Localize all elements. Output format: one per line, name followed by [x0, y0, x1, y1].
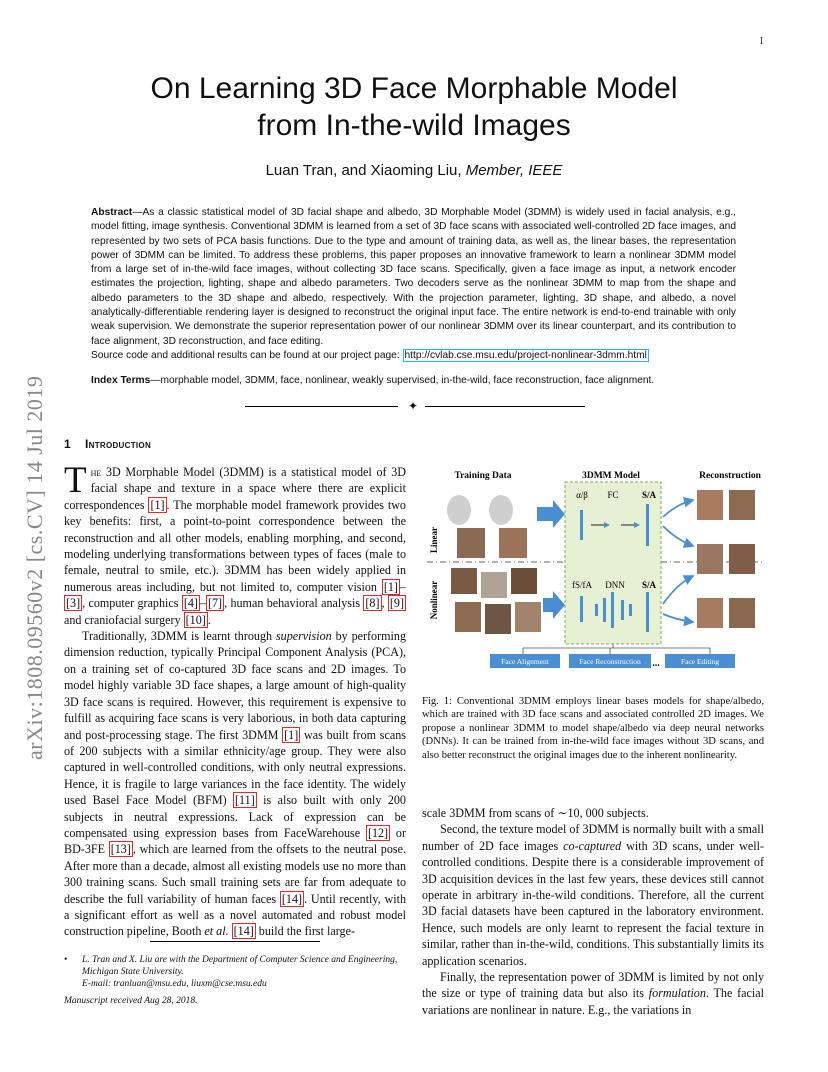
nl-layer [629, 604, 632, 616]
figure-row-linear: Linear [429, 527, 439, 553]
abstract [91, 206, 736, 363]
abstract-text: —As a classic statistical model of 3D facial shape and albedo, 3D Morphable Model (3DMM) is widely used in facial analysis, e.g., model fitting, image synthesis. Conventional 3DMM is learned from a set of 3D face scans with associated well-controlled 2D face images, and represented by two sets of PCA basis functions. Due to the type and amount of training data, as well as, the linear bases, the representation power of 3DMM can be limited. To address these problems, this paper proposes an innovative framework to learn a nonlinear 3DMM model from a large set of in-the-wild face images, without collecting 3D face scans. Specifically, given a face image as input, a network encoder estimates the projection, lighting, shape and albedo parameters. Two decoders serve as the nonlinear 3DMM to map from the shape and albedo parameters to the 3D shape and albedo, respectively. With the projection parameter, lighting, 3D shape, and albedo, a novel analytically-differentiable rendering layer is designed to reconstruct the original input face. The entire network is end-to-end trainable with only weak supervision. We demonstrate the superior representation power of our nonlinear 3DMM over its linear counterpart, and its contribution to face alignment, 3D reconstruction, and face editing. [91, 207, 736, 347]
citation-link[interactable]: [10] [185, 612, 206, 627]
footnote-bullet: • [64, 955, 68, 965]
wild-face-thumb [515, 602, 541, 632]
index-terms-text: —morphable model, 3DMM, face, nonlinear, weakly supervised, in-the-wild, face reconstruction, face alignment. [150, 375, 655, 386]
citation-link[interactable]: [9] [389, 596, 404, 611]
recon-face-thumb [697, 544, 723, 574]
citation-link[interactable]: [14] [281, 891, 303, 906]
left-column-body [64, 460, 406, 940]
separator-line-right [425, 406, 585, 407]
text-run: by performing dimension reduction, typically Principal Component Analysis (PCA), on a training set of co-captured 3D face scans and 2D images. To model highly variable 3D face shapes, a large amount of high-quality 3D face scans is required. However, this requirement is expensive to fulfill as acquiring face scans is very laborious, in both data capturing and post-processing stage. The first 3DMM [64, 629, 406, 742]
recon-face-thumb [729, 490, 755, 520]
text-run: , [381, 596, 388, 611]
nl-layer [621, 600, 624, 620]
drop-cap: T [64, 460, 87, 501]
arxiv-stamp: arXiv:1808.09560v2 [cs.CV] 14 Jul 2019 [22, 375, 47, 760]
app-face-reconstruction-label: Face Reconstruction [579, 657, 641, 666]
figure-col-training: Training Data [454, 471, 512, 481]
footnote-email: E-mail: tranluan@msu.edu, liuxm@cse.msu.edu [82, 979, 267, 989]
text-run: 3D Morphable Model (3DMM) is a statistical model of 3D facial shape and texture in a space where there are explicit correspondences [64, 465, 406, 512]
app-face-alignment-label: Face Alignment [501, 657, 549, 666]
figure-col-model: 3DMM Model [582, 471, 640, 481]
citation-link[interactable]: [1] [284, 727, 299, 742]
section-heading [64, 437, 151, 451]
text-run: build the first large- [255, 924, 355, 939]
text-run: , human behavioral analysis [224, 596, 364, 611]
lin-out: S/A [641, 490, 657, 500]
text-run: – [199, 596, 206, 611]
footnote [64, 954, 406, 990]
index-terms-label: Index Terms [91, 375, 151, 386]
app-face-editing-label: Face Editing [680, 657, 720, 666]
citation-link[interactable]: [8] [365, 596, 380, 611]
recon-face-thumb [729, 544, 755, 574]
text-run: and craniofacial surgery [64, 612, 184, 627]
curve-arrow-4 [663, 614, 693, 622]
nl-param-vector [580, 596, 583, 622]
separator-line-left [245, 406, 398, 407]
caption-label: Fig. 1: [422, 696, 452, 707]
abstract-source-text: Source code and additional results can be found at our project page: [91, 349, 400, 361]
title-line-2: from In-the-wild Images [257, 109, 571, 142]
text-run: Second, the texture model of 3DMM is normally built with a small number of 2D face images [422, 822, 764, 853]
intro-paragraph-1 [64, 460, 406, 628]
curve-arrow-2 [663, 526, 693, 546]
app-ellipsis: ... [652, 658, 660, 669]
small-caps-lead: he [90, 465, 102, 479]
paper-title [64, 70, 764, 144]
text-run: Finally, the representation power of 3DMM is limited by not only the size or type of training data but also its [422, 970, 764, 1001]
author-role: Member, IEEE [465, 162, 563, 179]
emphasis: formulation [648, 986, 706, 1001]
text-run: . The facial variations are nonlinear in nature. E.g., the variations in [422, 986, 764, 1017]
footnote-affiliation: L. Tran and X. Liu are with the Department of Computer Science and Engineering, Michigan State University. [82, 955, 398, 977]
wild-face-thumb [511, 568, 537, 594]
lin-params: α/β [576, 490, 588, 500]
caption-text: Conventional 3DMM employs linear bases models for shape/albedo, which are trained with 3D face scans and associated controlled 2D images. We propose a nonlinear 3DMM to model shape/albedo via deep neural networks (DNNs). It can be trained from in-the-wild face images without 3D scans, and also better reconstruct the original images due to the inherent nonlinearity. [422, 696, 764, 761]
project-page-link[interactable]: http://cvlab.cse.msu.edu/project-nonlinear-3dmm.html [404, 349, 647, 361]
citation-link[interactable]: [11] [235, 793, 255, 808]
nl-layer [611, 592, 614, 628]
col2-paragraph-0: scale 3DMM from scans of ∼10, 000 subjects. [422, 806, 649, 820]
training-faces-linear [447, 495, 527, 558]
emphasis: supervision [275, 629, 332, 644]
section-title: Introduction [84, 437, 152, 451]
col2-paragraph-1 [422, 821, 764, 969]
text-run: or BD-3FE [64, 825, 406, 857]
photo-face-thumb [457, 528, 485, 558]
manuscript-date: Manuscript received Aug 28, 2018. [64, 996, 198, 1006]
abstract-label: Abstract [91, 207, 133, 218]
curve-arrow-3 [663, 576, 693, 604]
author-names: Luan Tran, and Xiaoming Liu, [265, 162, 462, 179]
title-line-1: On Learning 3D Face Morphable Model [150, 72, 678, 105]
recon-face-thumb [697, 598, 723, 628]
reconstruction-faces [697, 490, 755, 628]
scan-face-thumb [447, 495, 471, 525]
section-number: 1 [64, 437, 71, 451]
wild-face-thumb [451, 568, 477, 594]
nl-net: DNN [605, 580, 625, 590]
citation-link[interactable]: [12] [367, 825, 389, 840]
text-run: – [399, 579, 406, 594]
citation-link[interactable]: [1] [383, 579, 398, 594]
recon-face-thumb [729, 598, 755, 628]
citation-link[interactable]: [1] [150, 497, 165, 512]
figure-row-nonlinear: Nonlinear [429, 580, 439, 620]
citation-link[interactable]: [13] [110, 842, 131, 857]
intro-paragraph-2 [64, 628, 406, 940]
text-run: . [207, 612, 211, 627]
text-run: , which are learned from the offsets to the neutral pose. After more than a decade, almost all existing models use no more than 300 training scans. Such small training sets are far from adequate to describe the full variability of human faces [64, 842, 406, 906]
figure-col-recon: Reconstruction [699, 471, 761, 481]
col2-paragraph-2 [422, 969, 764, 1018]
section-separator [245, 399, 585, 413]
text-run: is also built with only 200 subjects in neutral expressions. Lack of expression can be compensated using expression bases from FaceWarehouse [64, 793, 406, 840]
text-run: Traditionally, 3DMM is learnt through [82, 629, 276, 644]
nl-layer [595, 604, 598, 616]
index-terms [91, 375, 751, 386]
recon-face-thumb [697, 490, 723, 520]
text-run: . Until recently, with a significant effort as well as a novel automated and robust model construction pipeline, Booth [64, 891, 406, 939]
arrow-linear [537, 500, 565, 528]
text-run: , computer graphics [82, 596, 182, 611]
figure-1 [425, 462, 765, 674]
lin-out-vector [646, 504, 649, 546]
lin-param-vector [580, 510, 583, 540]
separator-diamond-icon: ✦ [408, 399, 419, 413]
wild-face-thumb [485, 604, 511, 634]
citation-link[interactable]: [3] [66, 596, 81, 611]
arrow-nonlinear [543, 591, 565, 619]
nl-params: fS/fA [572, 580, 592, 590]
figure-caption [422, 695, 764, 762]
nl-out-vector [646, 592, 649, 632]
page-number: 1 [759, 36, 764, 47]
lin-net: FC [607, 490, 619, 500]
photo-face-thumb [499, 528, 527, 558]
nl-layer [603, 598, 606, 622]
footnote-rule [150, 941, 320, 942]
emphasis: et al. [204, 924, 229, 939]
training-faces-nonlinear [451, 568, 541, 634]
text-run: was built from scans of 200 subjects with a similar ethnicity/age group. They were also captured in well-controlled conditions, with only neutral expressions. Hence, it is fragile to large variances in the face identity. The widely used Basel Face Model (BFM) [64, 727, 406, 808]
citation-link[interactable]: [14] [233, 924, 254, 939]
right-column-body [422, 805, 764, 1018]
curve-arrow-1 [663, 500, 693, 517]
scan-face-thumb [489, 495, 513, 525]
wild-face-thumb [455, 602, 481, 632]
nl-out: S/A [641, 580, 657, 590]
wild-face-thumb [481, 572, 507, 598]
emphasis: co-captured [563, 838, 622, 853]
citation-link[interactable]: [4] [183, 596, 198, 611]
text-run: with 3D scans, under well-controlled conditions. Despite there is a considerable improvement of 3D acquisition devices in the last few years, these devices still cannot operate in arbitrary in-the-wild conditions. Therefore, all the current 3D facial datasets have been captured in the laboratory environment. Hence, such models are only learnt to represent the facial texture in similar, rather than in-the-wild, conditions. This substantially limits its application scenarios. [422, 838, 764, 968]
authors [64, 162, 764, 179]
text-run: . The morphable model framework provides two key benefits: first, a point-to-point correspondence between the reconstruction and all other models, enabling morphing, and second, modeling underlying transformations between types of faces (male to female, neutral to smile, etc.). 3DMM has been widely applied in numerous areas including, but not limited to, computer vision [64, 497, 406, 594]
citation-link[interactable]: [7] [207, 596, 223, 611]
